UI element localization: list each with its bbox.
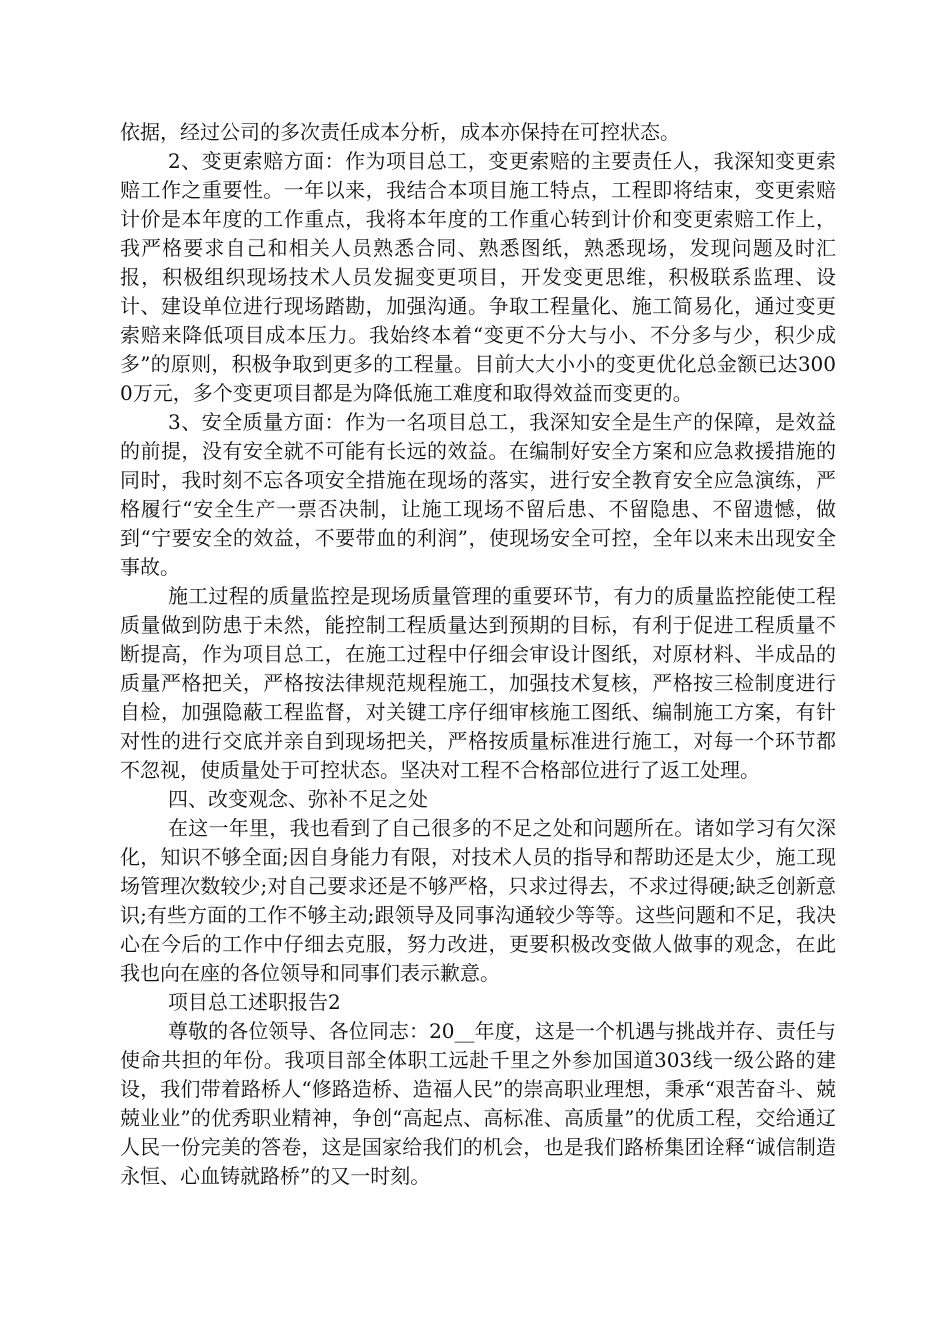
paragraph-cost-control-end: 依据，经过公司的多次责任成本分析，成本亦保持在可控状态。 xyxy=(120,120,680,144)
report-title-2: 项目总工述职报告2 xyxy=(168,990,341,1014)
paragraph-change-claims: 2、变更索赔方面：作为项目总工，变更索赔的主要责任人，我深知变更索赔工作之重要性。一年以来，我结合本项目施工特点，工程即将结束，变更索赔计价是本年度的工作重点，我将本年度的工作重心转到计价和变更索赔工作上，我严格要求自己和相关人员熟悉合同、熟悉图纸，熟悉现场，发现问题及时汇报，积极组织现场技术人员发掘变更项目，开发变更思维，积极联系监理、设计、建设单位进行现场踏勘，加强沟通。争取工程量化、施工简易化，通过变更索赔来降低项目成本压力。我始终本着“变更不分大与小、不分多与少，积少成多”的原则，积极争取到更多的工程量。目前大大小小的变更优化总金额已达3000万元，多个变更项目都是为降低施工难度和取得效益而变更的。 xyxy=(120,149,836,405)
paragraph-quality-monitoring: 施工过程的质量监控是现场质量管理的重要环节，有力的质量监控能使工程质量做到防患于未然，能控制工程质量达到预期的目标，有利于促进工程质量不断提高，作为项目总工，在施工过程中仔细会审设计图纸，对原材料、半成品的质量严格把关，严格按法律规范规程施工，加强技术复核，严格按三检制度进行自检，加强隐蔽工程监督，对关键工序仔细审核施工图纸、编制施工方案，有针对性的进行交底并亲自到现场把关，严格按质量标准进行施工，对每一个环节都不忽视，使质量处于可控状态。坚决对工程不合格部位进行了返工处理。 xyxy=(120,584,836,782)
document-body xyxy=(120,118,836,1191)
paragraph-safety-quality: 3、安全质量方面：作为一名项目总工，我深知安全是生产的保障，是效益的前提，没有安全就不可能有长远的效益。在编制好安全方案和应急救援措施的同时，我时刻不忘各项安全措施在现场的落实，进行安全教育安全应急演练，严格履行“安全生产一票否决制，让施工现场不留后患、不留隐患、不留遗憾，做到“宁要安全的效益，不要带血的利润”，使现场安全可控，全年以来未出现安全事故。 xyxy=(120,410,836,579)
section-heading-shortcomings: 四、改变观念、弥补不足之处 xyxy=(168,787,428,811)
paragraph-shortcomings: 在这一年里，我也看到了自己很多的不足之处和问题所在。诸如学习有欠深化，知识不够全面;因自身能力有限，对技术人员的指导和帮助还是太少，施工现场管理次数较少;对自己要求还是不够严格，只求过得去，不求过得硬;缺乏创新意识;有些方面的工作不够主动;跟领导及同事沟通较少等等。这些问题和不足，我决心在今后的工作中仔细去克服，努力改进，更要积极改变做人做事的观念，在此我也向在座的各位领导和同事们表示歉意。 xyxy=(120,816,836,985)
paragraph-report-2-intro: 尊敬的各位领导、各位同志：20__年度，这是一个机遇与挑战并存、责任与使命共担的年份。我项目部全体职工远赴千里之外参加国道303线一级公路的建设，我们带着路桥人“修路造桥、造福人民”的崇高职业理想，秉承“艰苦奋斗、兢兢业业”的优秀职业精神，争创“高起点、高标准、高质量”的优质工程，交给通辽人民一份完美的答卷，这是国家给我们的机会，也是我们路桥集团诠释“诚信制造永恒、心血铸就路桥”的又一时刻。 xyxy=(120,1019,836,1188)
